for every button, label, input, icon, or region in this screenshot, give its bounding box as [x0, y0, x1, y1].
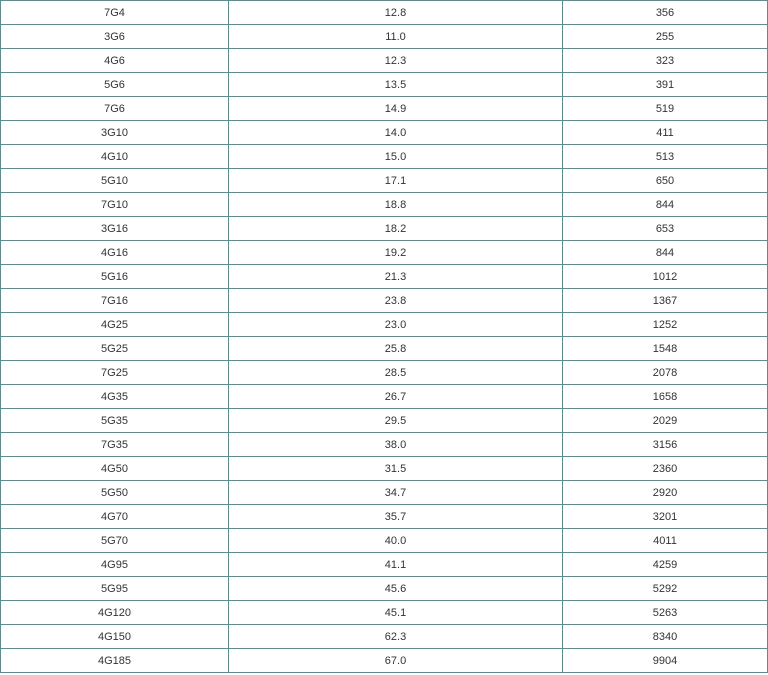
table-row	[1, 337, 768, 361]
weight-cell: 844	[563, 193, 768, 217]
table-row	[1, 457, 768, 481]
diameter-cell: 67.0	[229, 649, 563, 673]
diameter-cell: 45.6	[229, 577, 563, 601]
cable-type-cell: 5G95	[1, 577, 229, 601]
diameter-cell: 34.7	[229, 481, 563, 505]
weight-cell: 4011	[563, 529, 768, 553]
cable-type-cell: 4G120	[1, 601, 229, 625]
weight-cell: 2078	[563, 361, 768, 385]
cable-type-cell: 4G35	[1, 385, 229, 409]
diameter-cell: 31.5	[229, 457, 563, 481]
diameter-cell: 62.3	[229, 625, 563, 649]
table-row	[1, 193, 768, 217]
cable-type-cell: 7G16	[1, 289, 229, 313]
weight-cell: 356	[563, 1, 768, 25]
weight-cell: 1658	[563, 385, 768, 409]
diameter-cell: 29.5	[229, 409, 563, 433]
weight-cell: 513	[563, 145, 768, 169]
cable-type-cell: 4G70	[1, 505, 229, 529]
cable-type-cell: 4G25	[1, 313, 229, 337]
weight-cell: 411	[563, 121, 768, 145]
diameter-cell: 13.5	[229, 73, 563, 97]
weight-cell: 650	[563, 169, 768, 193]
diameter-cell: 15.0	[229, 145, 563, 169]
weight-cell: 3201	[563, 505, 768, 529]
cable-type-cell: 7G10	[1, 193, 229, 217]
diameter-cell: 18.8	[229, 193, 563, 217]
table-row	[1, 433, 768, 457]
cable-type-cell: 3G16	[1, 217, 229, 241]
table-row	[1, 169, 768, 193]
diameter-cell: 23.8	[229, 289, 563, 313]
cable-type-cell: 3G6	[1, 25, 229, 49]
cable-type-cell: 5G35	[1, 409, 229, 433]
cable-type-cell: 3G10	[1, 121, 229, 145]
cable-type-cell: 4G185	[1, 649, 229, 673]
diameter-cell: 38.0	[229, 433, 563, 457]
diameter-cell: 17.1	[229, 169, 563, 193]
diameter-cell: 25.8	[229, 337, 563, 361]
weight-cell: 3156	[563, 433, 768, 457]
cable-type-cell: 4G50	[1, 457, 229, 481]
weight-cell: 844	[563, 241, 768, 265]
cable-type-cell: 5G10	[1, 169, 229, 193]
weight-cell: 653	[563, 217, 768, 241]
cable-type-cell: 4G10	[1, 145, 229, 169]
cable-type-cell: 7G6	[1, 97, 229, 121]
diameter-cell: 19.2	[229, 241, 563, 265]
table-row	[1, 577, 768, 601]
weight-cell: 5263	[563, 601, 768, 625]
weight-cell: 391	[563, 73, 768, 97]
cable-type-cell: 5G16	[1, 265, 229, 289]
diameter-cell: 45.1	[229, 601, 563, 625]
table-row	[1, 625, 768, 649]
table-row	[1, 385, 768, 409]
table-row	[1, 145, 768, 169]
weight-cell: 1012	[563, 265, 768, 289]
weight-cell: 519	[563, 97, 768, 121]
table-row	[1, 97, 768, 121]
cable-type-cell: 4G150	[1, 625, 229, 649]
cable-type-cell: 7G4	[1, 1, 229, 25]
table-row	[1, 73, 768, 97]
table-row	[1, 601, 768, 625]
table-row	[1, 313, 768, 337]
weight-cell: 2029	[563, 409, 768, 433]
weight-cell: 255	[563, 25, 768, 49]
cable-type-cell: 7G25	[1, 361, 229, 385]
table-row	[1, 529, 768, 553]
diameter-cell: 18.2	[229, 217, 563, 241]
weight-cell: 2360	[563, 457, 768, 481]
diameter-cell: 14.0	[229, 121, 563, 145]
table-row	[1, 553, 768, 577]
table-row	[1, 481, 768, 505]
diameter-cell: 11.0	[229, 25, 563, 49]
table-row	[1, 409, 768, 433]
diameter-cell: 23.0	[229, 313, 563, 337]
table-row	[1, 265, 768, 289]
diameter-cell: 41.1	[229, 553, 563, 577]
weight-cell: 4259	[563, 553, 768, 577]
table-row	[1, 241, 768, 265]
diameter-cell: 28.5	[229, 361, 563, 385]
table-row	[1, 1, 768, 25]
table-row	[1, 649, 768, 673]
cable-type-cell: 5G25	[1, 337, 229, 361]
diameter-cell: 14.9	[229, 97, 563, 121]
table-row	[1, 217, 768, 241]
table-row	[1, 49, 768, 73]
table-row	[1, 505, 768, 529]
cable-type-cell: 7G35	[1, 433, 229, 457]
table-row	[1, 25, 768, 49]
weight-cell: 5292	[563, 577, 768, 601]
table-row	[1, 121, 768, 145]
weight-cell: 1252	[563, 313, 768, 337]
cable-type-cell: 4G6	[1, 49, 229, 73]
diameter-cell: 26.7	[229, 385, 563, 409]
weight-cell: 8340	[563, 625, 768, 649]
cable-type-cell: 5G70	[1, 529, 229, 553]
table-row	[1, 361, 768, 385]
diameter-cell: 40.0	[229, 529, 563, 553]
weight-cell: 1548	[563, 337, 768, 361]
weight-cell: 1367	[563, 289, 768, 313]
diameter-cell: 35.7	[229, 505, 563, 529]
diameter-cell: 12.8	[229, 1, 563, 25]
weight-cell: 323	[563, 49, 768, 73]
table-row	[1, 289, 768, 313]
diameter-cell: 21.3	[229, 265, 563, 289]
cable-type-cell: 4G95	[1, 553, 229, 577]
weight-cell: 2920	[563, 481, 768, 505]
table-body	[1, 1, 768, 673]
weight-cell: 9904	[563, 649, 768, 673]
diameter-cell: 12.3	[229, 49, 563, 73]
cable-type-cell: 5G50	[1, 481, 229, 505]
cable-type-cell: 4G16	[1, 241, 229, 265]
cable-type-cell: 5G6	[1, 73, 229, 97]
